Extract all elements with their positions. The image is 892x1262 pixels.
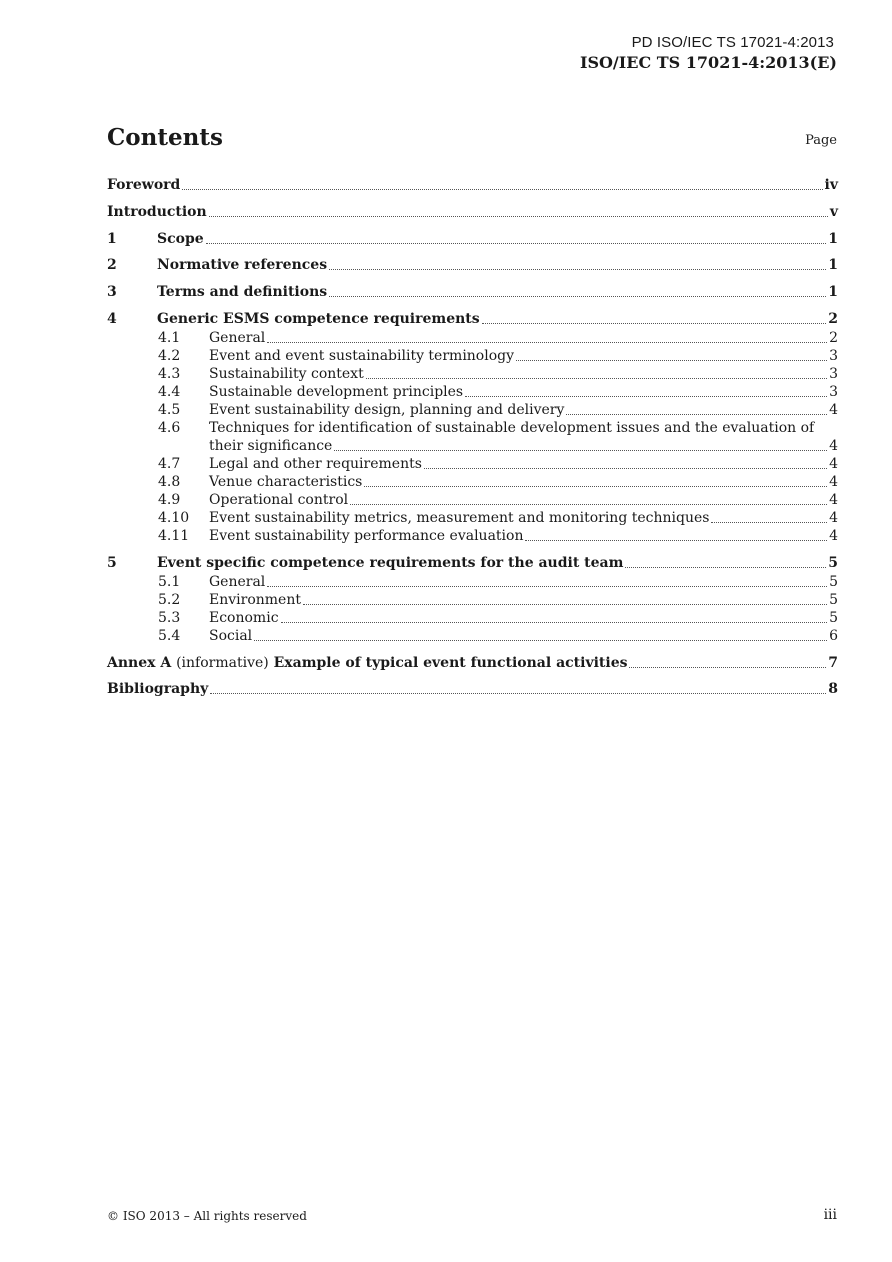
toc-entry-title: Legal and other requirements [209, 455, 422, 472]
dot-leader [267, 342, 827, 343]
toc-entry-page: 4 [829, 473, 838, 490]
toc-entry-page: 1 [828, 284, 838, 301]
toc-entry-5[interactable] [107, 554, 838, 572]
toc-entry-title: Foreword [107, 177, 181, 193]
toc-entry-number: 4.7 [158, 455, 181, 472]
toc-entry-bibliography[interactable] [107, 680, 838, 698]
toc-entry-number: 5.2 [158, 591, 181, 608]
toc-entry-number: 4.9 [158, 491, 181, 508]
toc-entry-number: 4.4 [158, 383, 181, 400]
dot-leader [329, 269, 826, 270]
annex-qualifier: (informative) [176, 654, 269, 671]
toc-entry-page: 8 [828, 681, 838, 698]
toc-entry-number: 4.1 [158, 329, 181, 346]
toc-entry-title: Introduction [107, 203, 207, 220]
dot-leader [267, 586, 827, 587]
toc-entry-title: Venue characteristics [209, 473, 363, 490]
dot-leader [566, 414, 827, 415]
toc-entry-page: 4 [829, 509, 838, 526]
toc-entry-4-7[interactable] [107, 455, 838, 473]
page-column-label: Page [805, 133, 837, 148]
footer-page-number: iii [823, 1207, 837, 1223]
toc-entry-page: 4 [829, 437, 838, 454]
toc-entry-number: 4 [107, 310, 117, 327]
toc-entry-page: 5 [829, 573, 838, 590]
header-document-id-edition: ISO/IEC TS 17021-4:2013(E) [579, 53, 837, 72]
toc-entry-page: 2 [828, 310, 838, 327]
toc-entry-title: Event sustainability metrics, measurement and monitoring techniques [209, 509, 710, 526]
toc-entry-title: Terms and definitions [157, 284, 328, 301]
toc-entry-number: 4.3 [158, 365, 181, 382]
toc-entry-4-9[interactable] [107, 491, 838, 509]
toc-entry-number: 5 [107, 554, 117, 571]
dot-leader [364, 486, 827, 487]
toc-entry-title: Social [209, 627, 253, 644]
toc-entry-5-1[interactable] [107, 573, 838, 591]
toc-entry-page: 7 [828, 654, 838, 671]
toc-entry-number: 4.11 [158, 527, 190, 544]
dot-leader [329, 296, 826, 297]
toc-entry-title-line1: Techniques for identification of sustainable development issues and the evaluation of [209, 419, 815, 436]
toc-entry-number: 4.2 [158, 347, 181, 364]
toc-entry-number: 5.3 [158, 609, 181, 626]
toc-entry-4-4[interactable] [107, 383, 838, 401]
toc-entry-title: Event specific competence requirements for the audit team [157, 554, 624, 571]
toc-entry-3[interactable] [107, 283, 838, 301]
dot-leader [254, 640, 827, 641]
dot-leader [711, 522, 827, 523]
toc-entry-page: 4 [829, 491, 838, 508]
toc-entry-page: 2 [829, 329, 838, 346]
toc-entry-1[interactable] [107, 230, 838, 248]
toc-entry-page: 5 [829, 609, 838, 626]
toc-entry-4[interactable] [107, 310, 838, 328]
toc-entry-page: 4 [829, 455, 838, 472]
toc-entry-title: Event and event sustainability terminology [209, 347, 515, 364]
toc-entry-title: Event sustainability design, planning and delivery [209, 401, 565, 418]
toc-entry-4-2[interactable] [107, 347, 838, 365]
dot-leader [525, 540, 827, 541]
toc-entry-page: 3 [829, 347, 838, 364]
toc-entry-title: Sustainability context [209, 365, 364, 382]
toc-entry-title: Economic [209, 609, 279, 626]
annex-title: Example of typical event functional activities [273, 654, 628, 671]
toc-entry-4-11[interactable] [107, 527, 838, 545]
toc-entry-title: Sustainable development principles [209, 383, 464, 400]
toc-entry-title: Generic ESMS competence requirements [157, 310, 480, 327]
dot-leader [281, 622, 828, 623]
toc-entry-annex-a[interactable] [107, 654, 838, 672]
toc-entry-5-2[interactable] [107, 591, 838, 609]
toc-entry-4-8[interactable] [107, 473, 838, 491]
toc-entry-title: Operational control [209, 491, 349, 508]
toc-entry-number: 5.1 [158, 573, 181, 590]
annex-label: Annex A [107, 654, 172, 671]
table-of-contents [107, 176, 838, 698]
dot-leader [625, 567, 826, 568]
page-title: Contents [107, 124, 223, 151]
toc-entry-foreword[interactable] [107, 176, 838, 194]
dot-leader [206, 243, 827, 244]
dot-leader [210, 693, 826, 694]
toc-entry-title: General [209, 573, 266, 590]
toc-entry-4-10[interactable] [107, 509, 838, 527]
dot-leader [182, 189, 822, 190]
dot-leader [366, 378, 827, 379]
toc-entry-5-3[interactable] [107, 609, 838, 627]
toc-entry-title-line2: their significance [209, 437, 333, 454]
toc-entry-title: Event sustainability performance evaluation [209, 527, 524, 544]
toc-entry-title: Bibliography [107, 681, 209, 698]
dot-leader [424, 468, 827, 469]
toc-entry-page: 3 [829, 383, 838, 400]
dot-leader [516, 360, 827, 361]
toc-entry-number: 4.10 [158, 509, 190, 526]
toc-entry-number: 1 [107, 230, 117, 247]
toc-entry-number: 5.4 [158, 627, 181, 644]
toc-entry-5-4[interactable] [107, 627, 838, 645]
dot-leader [465, 396, 827, 397]
toc-entry-4-3[interactable] [107, 365, 838, 383]
toc-entry-4-6[interactable] [107, 419, 838, 455]
toc-entry-title: General [209, 329, 266, 346]
toc-entry-number: 4.8 [158, 473, 181, 490]
toc-entry-page: iv [824, 177, 838, 193]
dot-leader [334, 450, 827, 451]
toc-entry-page: 1 [828, 257, 838, 274]
footer-copyright: © ISO 2013 – All rights reserved [107, 1209, 307, 1223]
toc-entry-4-1[interactable] [107, 329, 838, 347]
dot-leader [629, 667, 826, 668]
toc-entry-title [107, 654, 627, 672]
header-document-id: PD ISO/IEC TS 17021-4:2013 [631, 34, 834, 51]
toc-entry-2[interactable] [107, 256, 838, 274]
dot-leader [350, 504, 827, 505]
toc-entry-page: 6 [829, 627, 838, 644]
toc-entry-page: 4 [829, 527, 838, 544]
dot-leader [482, 323, 827, 324]
toc-entry-page: 5 [828, 554, 838, 571]
toc-entry-page: 3 [829, 365, 838, 382]
toc-entry-number: 3 [107, 284, 117, 301]
toc-entry-title: Scope [157, 230, 204, 247]
toc-entry-title: Normative references [157, 257, 328, 274]
toc-entry-title: Environment [209, 591, 301, 608]
toc-entry-number: 2 [107, 257, 117, 274]
toc-entry-number: 4.6 [158, 419, 181, 436]
toc-entry-number: 4.5 [158, 401, 181, 418]
toc-entry-introduction[interactable] [107, 203, 838, 221]
toc-entry-page: 5 [829, 591, 838, 608]
toc-entry-4-5[interactable] [107, 401, 838, 419]
toc-entry-page: 4 [829, 401, 838, 418]
dot-leader [209, 216, 828, 217]
toc-entry-page: v [829, 203, 838, 220]
dot-leader [303, 604, 827, 605]
toc-entry-page: 1 [828, 230, 838, 247]
